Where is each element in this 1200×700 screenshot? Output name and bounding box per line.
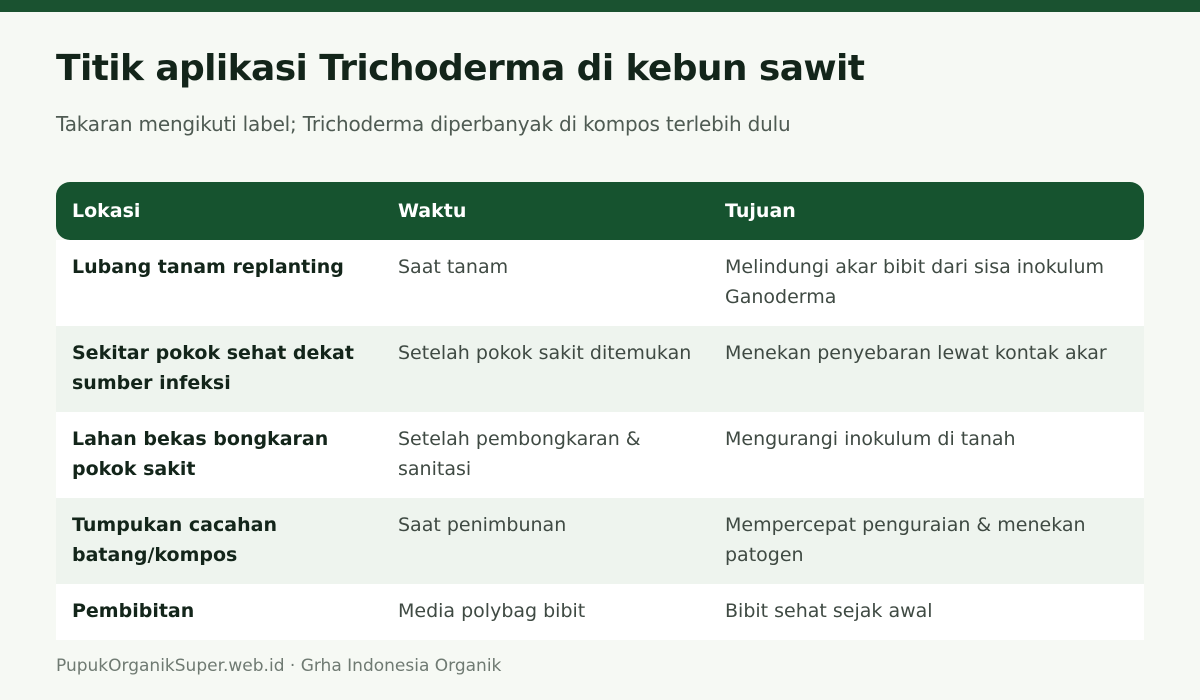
top-accent-bar [0, 0, 1200, 12]
cell-lokasi: Sekitar pokok sehat dekat sumber infeksi [56, 326, 382, 412]
page-subtitle: Takaran mengikuti label; Trichoderma diperbanyak di kompos terlebih dulu [56, 112, 791, 136]
cell-waktu: Media polybag bibit [382, 584, 709, 640]
application-table [56, 182, 1144, 640]
table-row [56, 326, 1144, 412]
cell-tujuan: Mempercepat penguraian & menekan patogen [709, 498, 1144, 584]
cell-waktu: Saat penimbunan [382, 498, 709, 584]
cell-lokasi: Lubang tanam replanting [56, 240, 382, 326]
table-row [56, 240, 1144, 326]
footer-source: PupukOrganikSuper.web.id · Grha Indonesia Organik [56, 656, 502, 676]
cell-lokasi: Lahan bekas bongkaran pokok sakit [56, 412, 382, 498]
cell-waktu: Setelah pembongkaran & sanitasi [382, 412, 709, 498]
cell-lokasi: Tumpukan cacahan batang/kompos [56, 498, 382, 584]
header-lokasi: Lokasi [56, 182, 382, 240]
table-row [56, 498, 1144, 584]
cell-tujuan: Mengurangi inokulum di tanah [709, 412, 1144, 498]
table-header-row [56, 182, 1144, 240]
cell-tujuan: Menekan penyebaran lewat kontak akar [709, 326, 1144, 412]
table-row [56, 584, 1144, 640]
cell-waktu: Setelah pokok sakit ditemukan [382, 326, 709, 412]
page-title: Titik aplikasi Trichoderma di kebun sawit [56, 48, 865, 89]
header-tujuan: Tujuan [709, 182, 1144, 240]
header-waktu: Waktu [382, 182, 709, 240]
cell-tujuan: Melindungi akar bibit dari sisa inokulum Ganoderma [709, 240, 1144, 326]
cell-lokasi: Pembibitan [56, 584, 382, 640]
cell-tujuan: Bibit sehat sejak awal [709, 584, 1144, 640]
table-row [56, 412, 1144, 498]
cell-waktu: Saat tanam [382, 240, 709, 326]
